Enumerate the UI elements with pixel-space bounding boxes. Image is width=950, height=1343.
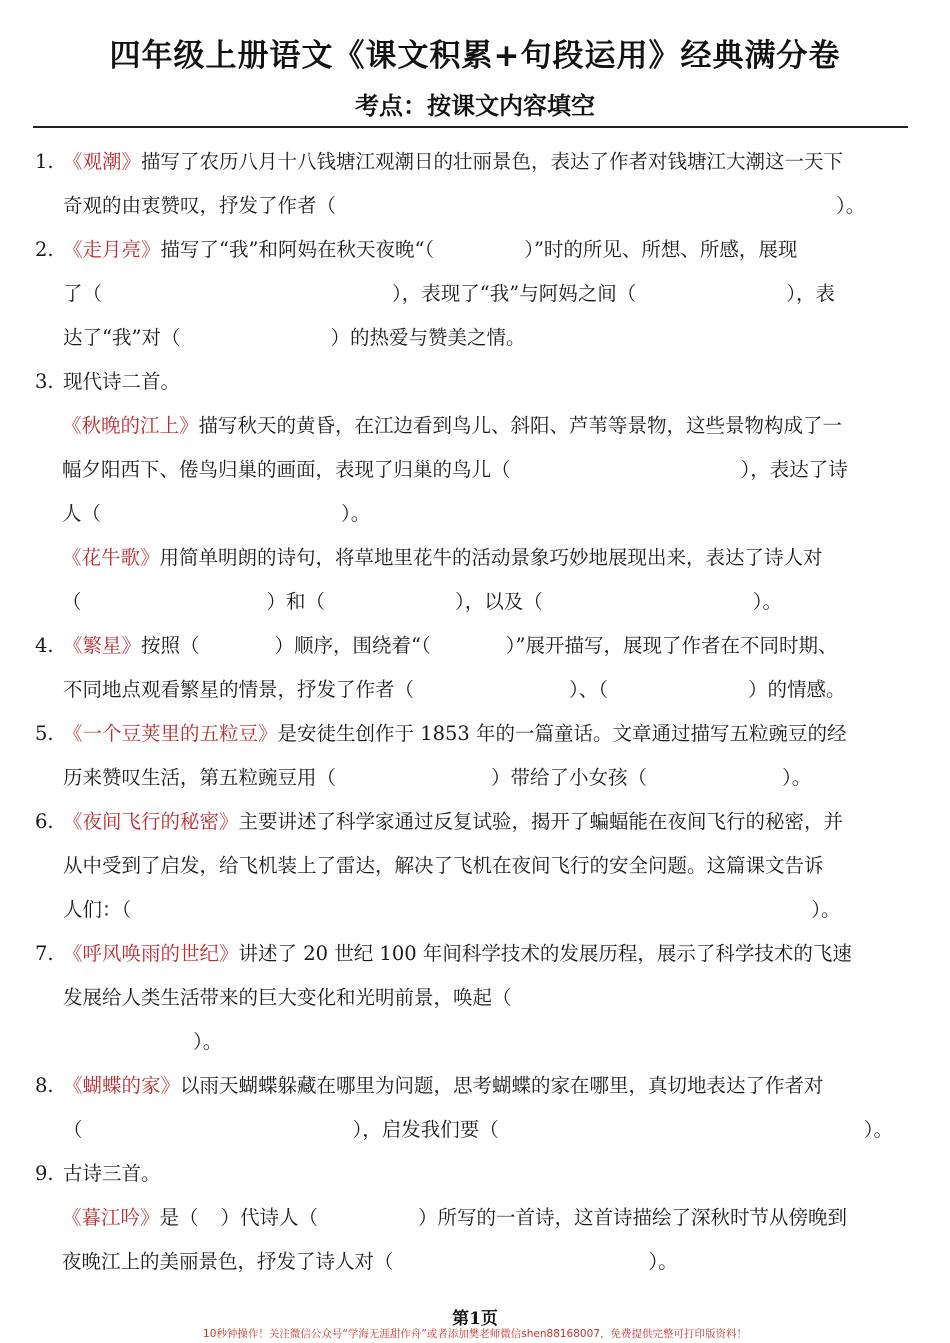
question-text: 按照（ xyxy=(141,634,200,657)
question-text: 奇观的由衷赞叹，抒发了作者（ xyxy=(63,194,337,217)
question-9-heading xyxy=(35,1152,915,1196)
question-text: 以雨天蝴蝶躲藏在哪里为问题，思考蝴蝶的家在哪里，真切地表达了作者对 xyxy=(180,1074,824,1097)
question-3-poem-1-line-3 xyxy=(62,492,942,536)
question-text: 描写了“我”和阿妈在秋天夜晚“（ xyxy=(160,238,435,261)
question-text: ）。 xyxy=(193,1030,223,1053)
question-text: ）和（ xyxy=(266,590,326,613)
question-6-line-2 xyxy=(35,844,915,888)
question-4-line-1 xyxy=(35,624,915,668)
question-9-poem-line-1 xyxy=(62,1196,942,1240)
lesson-title: 《呼风唤雨的世纪》 xyxy=(63,942,239,965)
lesson-title: 《暮江吟》 xyxy=(62,1206,160,1229)
promo-banner: 10秒钟操作！关注微信公众号“学海无涯甜作舟”或者添加樊老师微信shen88168007，免费提供完整可打印版资料！ xyxy=(203,1328,747,1340)
page-title: 四年级上册语文《课文积累+句段运用》经典满分卷 xyxy=(109,38,841,74)
lesson-title: 《观潮》 xyxy=(63,150,142,173)
question-text: ），表现了“我”与阿妈之间（ xyxy=(392,282,637,305)
question-3-poem-1-line-1 xyxy=(62,404,942,448)
lesson-title: 《走月亮》 xyxy=(63,238,161,261)
question-text: （ xyxy=(62,590,82,613)
question-8-line-1 xyxy=(35,1064,915,1108)
section-heading: 古诗三首。 xyxy=(63,1162,161,1185)
question-number: 9. xyxy=(35,1162,54,1185)
question-3-poem-1-line-2 xyxy=(62,448,942,492)
question-2-line-3 xyxy=(35,316,915,360)
question-text: ），表 xyxy=(786,282,835,305)
question-text: ）”展开描写，展现了作者在不同时期、 xyxy=(505,634,838,657)
question-6-line-3 xyxy=(35,888,915,932)
question-text: ）。 xyxy=(811,898,841,921)
question-7-line-3 xyxy=(35,1020,915,1064)
question-text: 不同地点观看繁星的情景，抒发了作者（ xyxy=(63,678,415,701)
lesson-title: 《蝴蝶的家》 xyxy=(63,1074,181,1097)
question-4-line-2 xyxy=(35,668,915,712)
question-text: ）、（ xyxy=(569,678,609,701)
question-number: 7. xyxy=(35,942,54,965)
question-5-line-1 xyxy=(35,712,915,756)
question-1-line-1 xyxy=(35,140,915,184)
question-text: ）。 xyxy=(836,194,866,217)
question-2-line-1 xyxy=(35,228,915,272)
question-7-line-2 xyxy=(35,976,915,1020)
question-8-line-2 xyxy=(35,1108,915,1152)
question-number: 3. xyxy=(35,370,54,393)
lesson-title: 《一个豆荚里的五粒豆》 xyxy=(63,722,278,745)
question-3-heading xyxy=(35,360,915,404)
lesson-title: 《秋晚的江上》 xyxy=(62,414,199,437)
question-text: （ xyxy=(63,1118,83,1141)
question-text: ）”时的所见、所想、所感，展现 xyxy=(524,238,798,261)
question-text: 人们：（ xyxy=(63,898,132,921)
question-text: 从中受到了启发，给飞机装上了雷达，解决了飞机在夜间飞行的安全问题。这篇课文告诉 xyxy=(63,854,824,877)
header-divider xyxy=(33,126,908,128)
question-text: ），以及（ xyxy=(455,590,543,613)
page-subtitle: 考点：按课文内容填空 xyxy=(355,92,595,120)
page-number: 第1页 xyxy=(452,1309,498,1329)
question-text: ）代诗人（ xyxy=(220,1206,319,1229)
question-text: ）。 xyxy=(752,590,783,613)
question-text: 了（ xyxy=(63,282,103,305)
question-text: 达了“我”对（ xyxy=(63,326,181,349)
question-text: 描写秋天的黄昏，在江边看到鸟儿、斜阳、芦苇等景物，这些景物构成了一 xyxy=(198,414,843,437)
question-text: ）。 xyxy=(782,766,812,789)
question-text: ），表达了诗 xyxy=(740,458,848,481)
question-text: ）的情感。 xyxy=(748,678,846,701)
question-text: ）顺序，围绕着“（ xyxy=(274,634,431,657)
question-text: ）。 xyxy=(648,1250,678,1273)
question-5-line-2 xyxy=(35,756,915,800)
question-text: 夜晚江上的美丽景色，抒发了诗人对（ xyxy=(62,1250,394,1273)
question-text: ），启发我们要（ xyxy=(352,1118,499,1141)
lesson-title: 《夜间飞行的秘密》 xyxy=(63,810,239,833)
question-text: 幅夕阳西下、倦鸟归巢的画面，表现了归巢的鸟儿（ xyxy=(62,458,511,481)
question-number: 5. xyxy=(35,722,54,745)
question-3-poem-2-line-2 xyxy=(62,580,942,624)
question-1-line-2 xyxy=(35,184,915,228)
lesson-title: 《繁星》 xyxy=(63,634,142,657)
question-text: ）的热爱与赞美之情。 xyxy=(330,326,526,349)
question-text: 用简单明朗的诗句，将草地里花牛的活动景象巧妙地展现出来，表达了诗人对 xyxy=(159,546,823,569)
question-text: 主要讲述了科学家通过反复试验，揭开了蝙蝠能在夜间飞行的秘密，并 xyxy=(238,810,844,833)
question-text: 是安徒生创作于 1853 年的一篇童话。文章通过描写五粒豌豆的经 xyxy=(277,722,847,745)
question-number: 4. xyxy=(35,634,54,657)
question-text: ）。 xyxy=(863,1118,894,1141)
question-3-poem-2-line-1 xyxy=(62,536,942,580)
question-text: 发展给人类生活带来的巨大变化和光明前景，唤起（ xyxy=(63,986,512,1009)
question-7-line-1 xyxy=(35,932,915,976)
question-2-line-2 xyxy=(35,272,915,316)
lesson-title: 《花牛歌》 xyxy=(62,546,160,569)
question-number: 6. xyxy=(35,810,54,833)
question-number: 1. xyxy=(35,150,54,173)
question-text: ）带给了小女孩（ xyxy=(491,766,648,789)
question-6-line-1 xyxy=(35,800,915,844)
section-heading: 现代诗二首。 xyxy=(63,370,181,393)
question-text: 历来赞叹生活，第五粒豌豆用（ xyxy=(63,766,337,789)
question-number: 8. xyxy=(35,1074,54,1097)
question-text: ）。 xyxy=(341,502,371,525)
question-number: 2. xyxy=(35,238,54,261)
question-9-poem-line-2 xyxy=(62,1240,942,1284)
question-text: 讲述了 20 世纪 100 年间科学技术的发展历程，展示了科学技术的飞速 xyxy=(238,942,852,965)
question-text: ）所写的一首诗，这首诗描绘了深秋时节从傍晚到 xyxy=(418,1206,848,1229)
question-text: 描写了农历八月十八钱塘江观潮日的壮丽景色，表达了作者对钱塘江大潮这一天下 xyxy=(141,150,844,173)
question-text: 是（ xyxy=(159,1206,199,1229)
question-text: 人（ xyxy=(62,502,102,525)
